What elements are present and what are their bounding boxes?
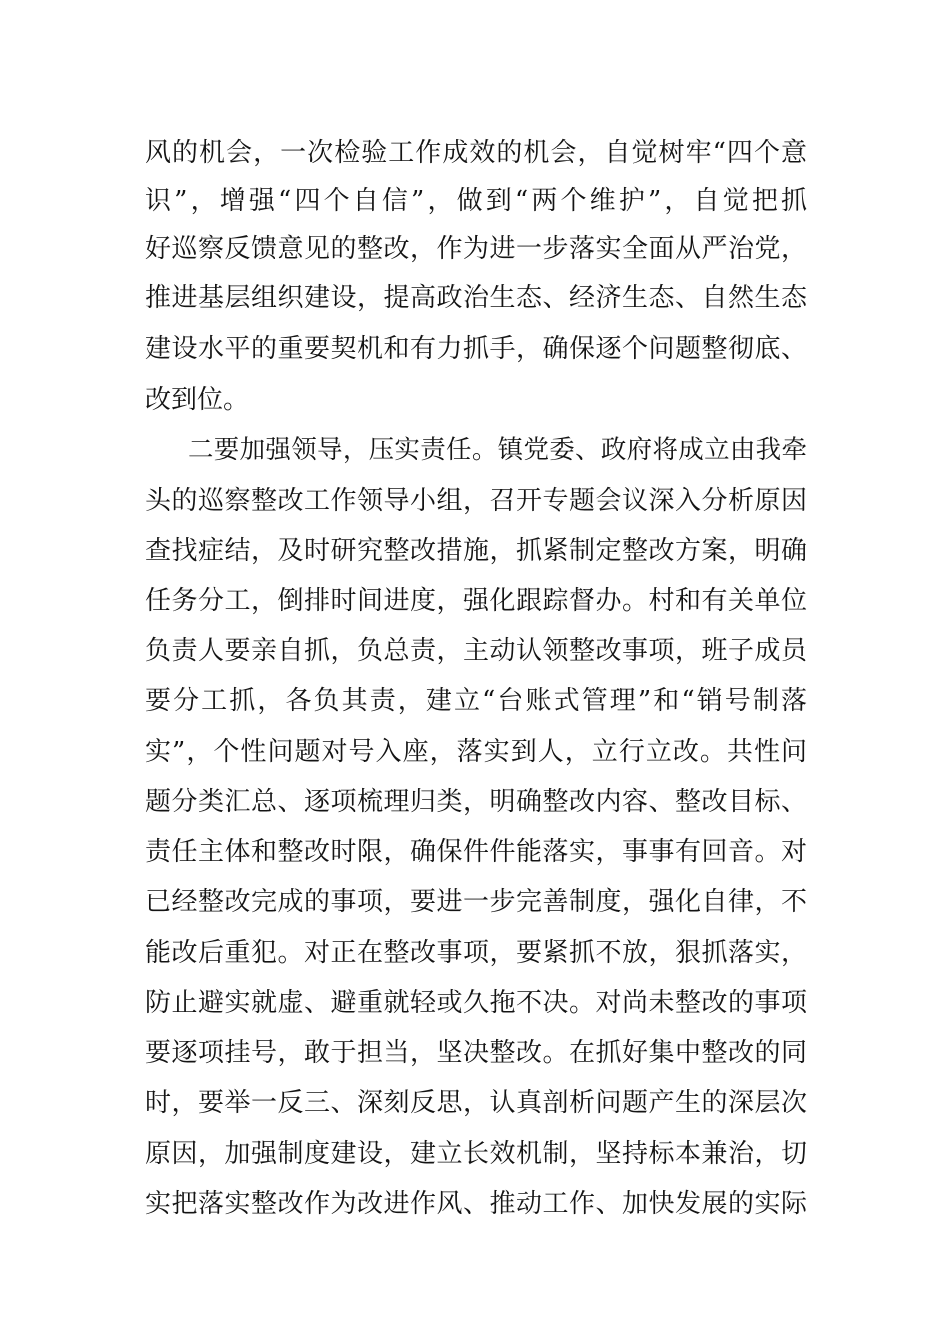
- text-line: 风的机会，一次检验工作成效的机会，自觉树牢“四个意: [145, 138, 807, 168]
- text-line: 识”，增强“四个自信”，做到“两个维护”，自觉把抓: [145, 186, 807, 216]
- text-line: 能改后重犯。对正在整改事项，要紧抓不放，狠抓落实，: [145, 938, 807, 968]
- text-line: 建设水平的重要契机和有力抓手，确保逐个问题整彻底、: [145, 334, 807, 364]
- text-line: 时，要举一反三、深刻反思，认真剖析问题产生的深层次: [145, 1088, 807, 1118]
- text-line: 实把落实整改作为改进作风、推动工作、加快发展的实际: [145, 1189, 807, 1219]
- text-line: 实”，个性问题对号入座，落实到人，立行立改。共性问: [145, 737, 807, 767]
- text-line: 推进基层组织建设，提高政治生态、经济生态、自然生态: [145, 283, 807, 313]
- text-line: 好巡察反馈意见的整改，作为进一步落实全面从严治党，: [145, 234, 807, 264]
- text-line: 查找症结，及时研究整改措施，抓紧制定整改方案，明确: [145, 536, 807, 566]
- text-line: 要分工抓，各负其责，建立“台账式管理”和“销号制落: [145, 686, 807, 716]
- text-line: 原因，加强制度建设，建立长效机制，坚持标本兼治，切: [145, 1139, 807, 1169]
- text-line: 头的巡察整改工作领导小组，召开专题会议深入分析原因: [145, 486, 807, 516]
- text-line: 要逐项挂号，敢于担当，坚决整改。在抓好集中整改的同: [145, 1038, 807, 1068]
- text-line: 任务分工，倒排时间进度，强化跟踪督办。村和有关单位: [145, 586, 807, 616]
- text-line: 已经整改完成的事项，要进一步完善制度，强化自律，不: [145, 887, 807, 917]
- text-line: 改到位。: [145, 385, 250, 415]
- text-line: 防止避实就虚、避重就轻或久拖不决。对尚未整改的事项: [145, 988, 807, 1018]
- text-line: 责任主体和整改时限，确保件件能落实，事事有回音。对: [145, 837, 807, 867]
- paragraph-first-line: 二要加强领导，压实责任。镇党委、政府将成立由我牵: [188, 435, 807, 465]
- text-line: 题分类汇总、逐项梳理归类，明确整改内容、整改目标、: [145, 787, 807, 817]
- text-line: 负责人要亲自抓，负总责，主动认领整改事项，班子成员: [145, 636, 807, 666]
